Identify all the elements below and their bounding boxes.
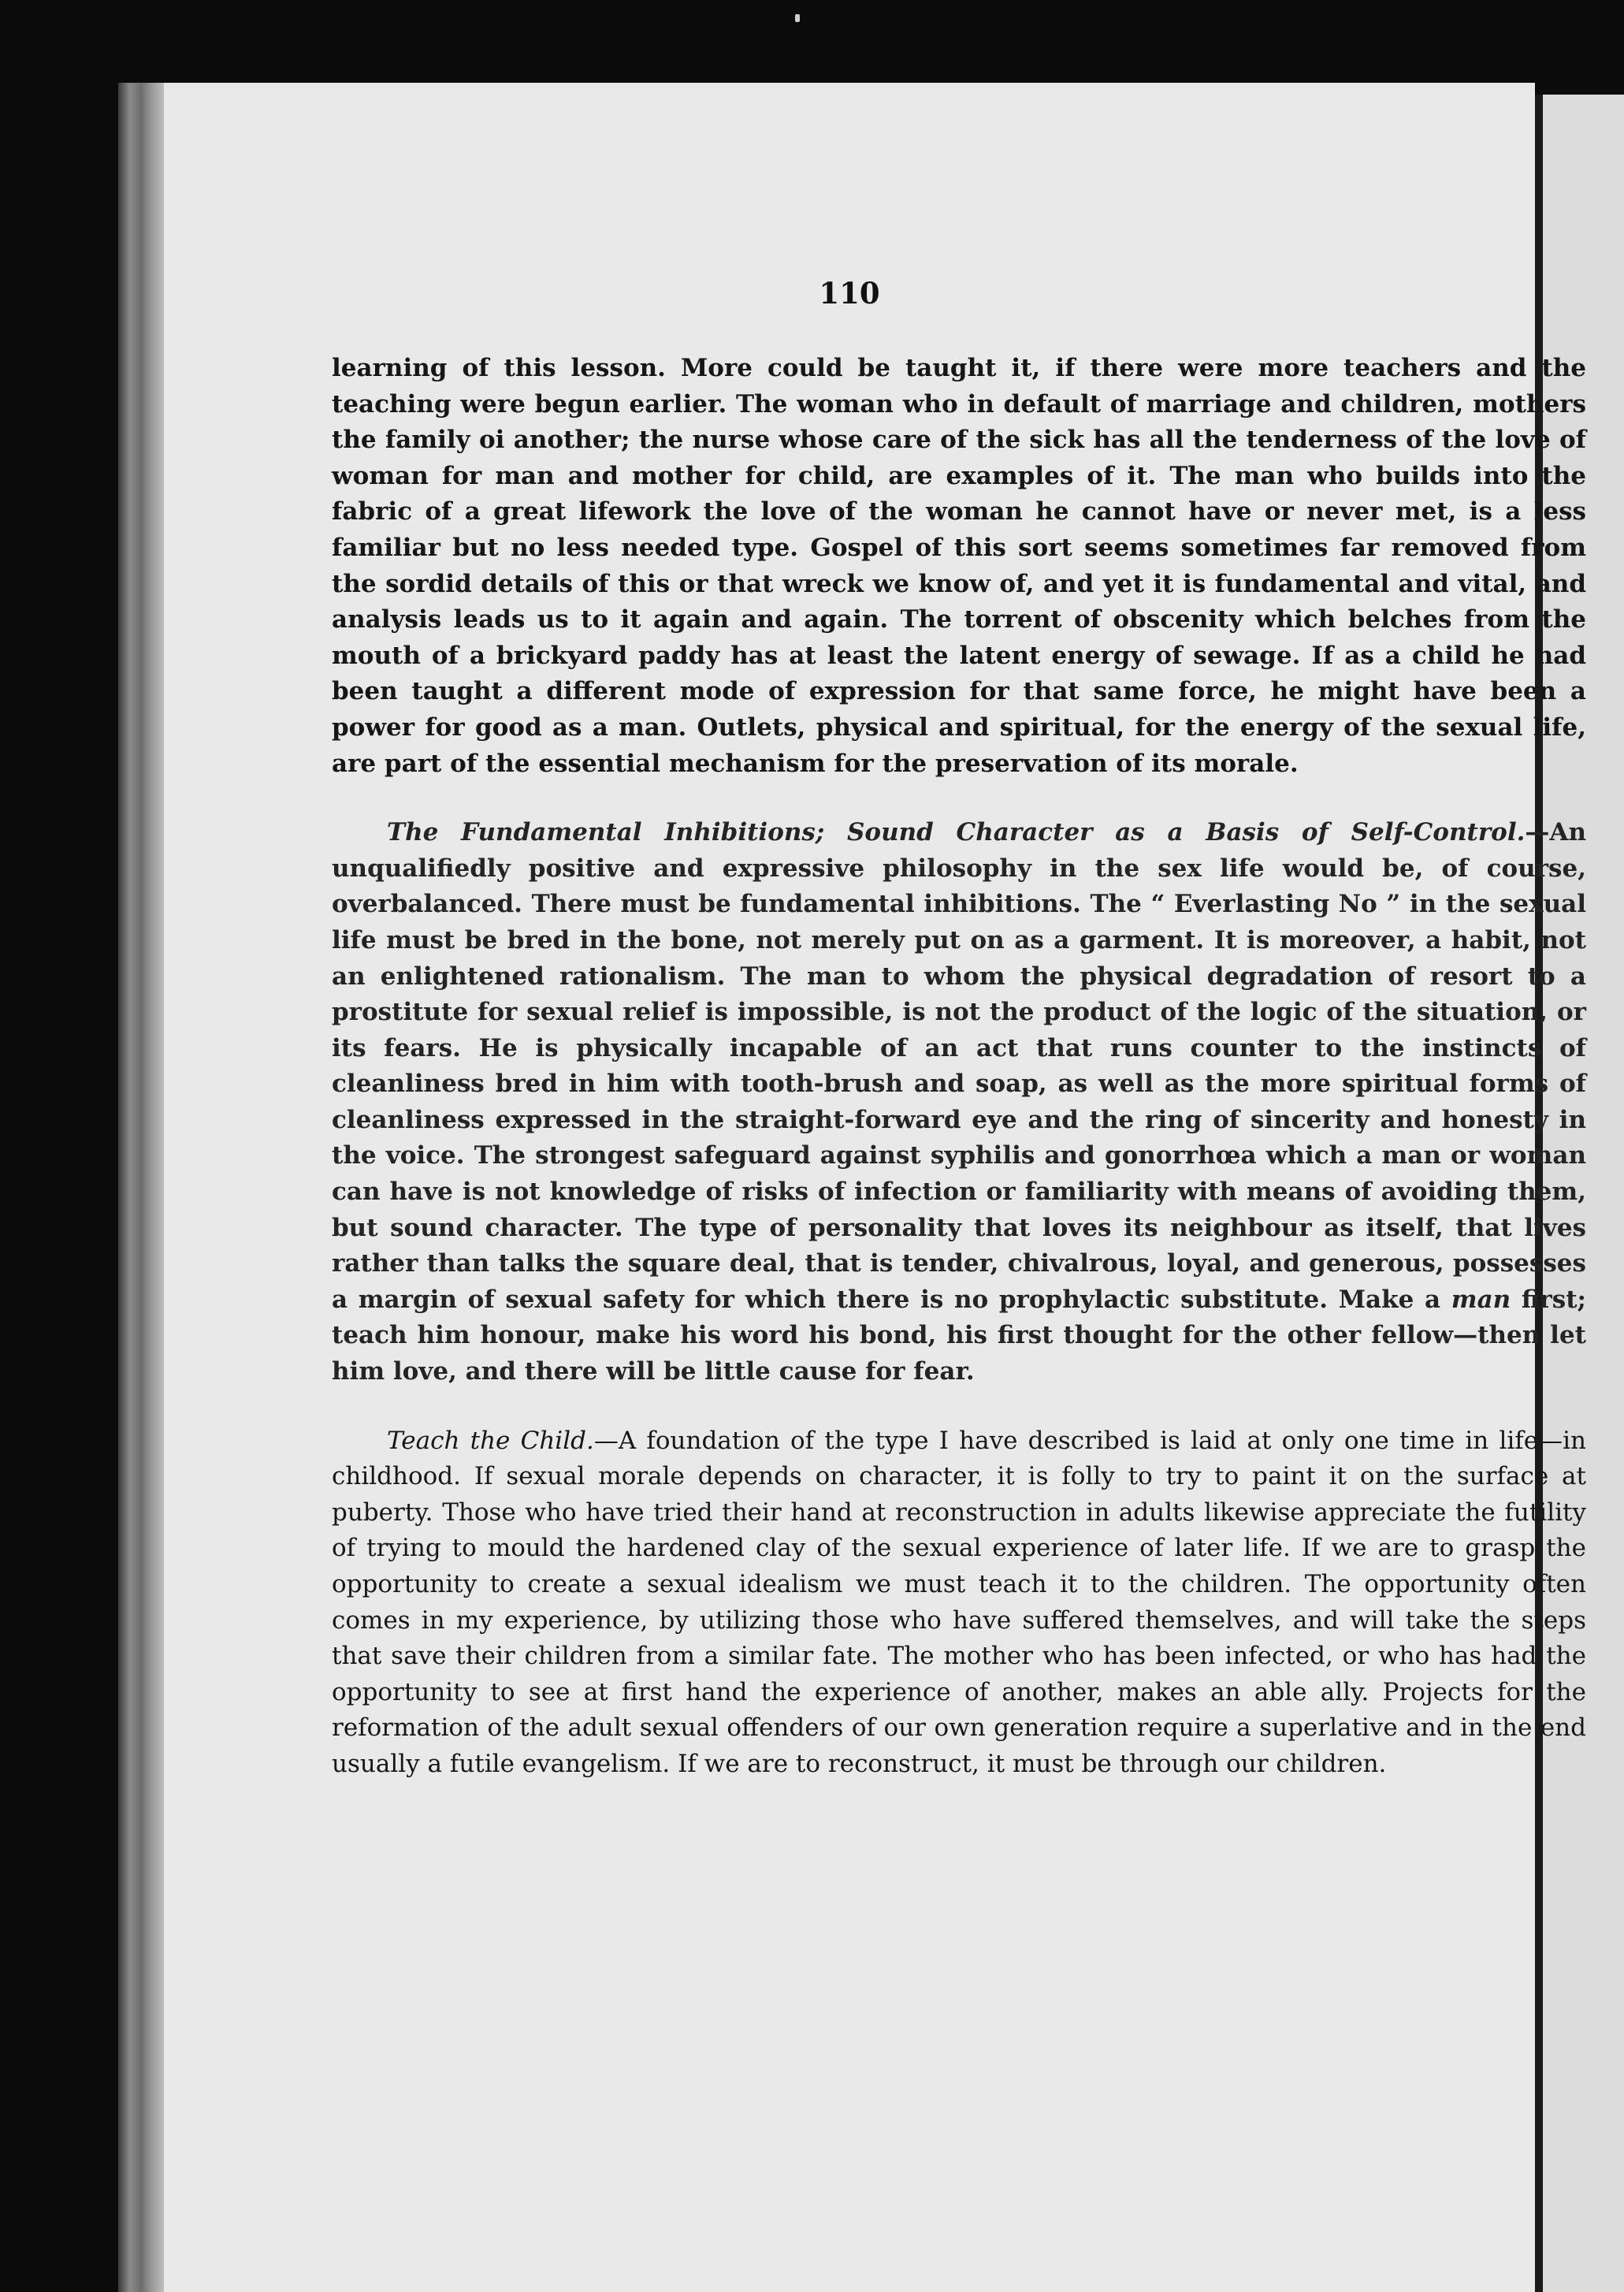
paragraph-3 [332,1423,1586,1783]
paragraph-3-text: —A foundation of the type I have described is laid at only one time in life—in childhood. If sexual morale depends on character, it is folly to try to paint it on the surface at puberty. Those who have tried their hand at reconstruction in adults likewise appreciate the futility of trying to mould the hardened clay of the sexual experience of later life. If we are to grasp the opportunity to create a sexual idealism we must teach it to the children. The opportunity often comes in my experience, by utilizing those who have suffered themselves, and will take the steps that save their children from a similar fate. The mother who has been infected, or who has had the opportunity to see at first hand the experience of another, makes an able ally. Projects for the reformation of the adult sexual offenders of our own generation require a superlative and in the end usually a futile evangelism. If we are to reconstruct, it must be through our children. [332,1426,1586,1778]
paragraph-1-text: learning of this lesson. More could be taught it, if there were more teachers and the teaching were begun earlier. The woman who in default of marriage and children, mothers the family oi another; the nurse whose care of the sick has all the tenderness of the love of woman for man and mother for child, are examples of it. The man who builds into the fabric of a great lifework the love of the woman he cannot have or never met, is a less familiar but no less needed type. Gospel of this sort seems sometimes far removed from the sordid details of this or that wreck we know of, and yet it is fundamental and vital, and analysis leads us to it again and again. The torrent of obscenity which belches from the mouth of a brickyard paddy has at least the latent energy of sewage. If as a child he had been taught a different mode of expression for that same force, he might have been a power for good as a man. Outlets, physical and spiritual, for the energy of the sexual life, are part of the essential mechanism for the preservation of its morale. [332,354,1586,778]
emphasis-man: man [1451,1285,1511,1314]
paragraph-2-text-after: first; teach him honour, make his word his bond, his first thought for the other fellow—then let him love, and there will be little cause for fear. [332,1285,1586,1386]
paragraph-2 [332,815,1586,1390]
book-page [164,83,1586,2292]
section-heading-inhibitions: The Fundamental Inhibitions; Sound Character as a Basis of Self-Control. [387,818,1526,847]
paragraph-2-text: —An unqualifiedly positive and expressive philosophy in the sex life would be, of course, overbalanced. There must be fundamental inhibitions. The “ Everlasting No ” in the sexual life must be bred in the bone, not merely put on as a garment. It is moreover, a habit, not an enlightened rationalism. The man to whom the physical degradation of resort to a prostitute for sexual relief is impossible, is not the product of the logic of the situation, or its fears. He is physically incapable of an act that runs counter to the instincts of cleanliness bred in him with tooth-brush and soap, as well as the more spiritual forms of cleanliness expressed in the straight-forward eye and the ring of sincerity and honesty in the voice. The strongest safeguard against syphilis and gonorrhœa which a man or woman can have is not knowledge of risks of infection or familiarity with means of avoiding them, but sound character. The type of personality that loves its neighbour as itself, that lives rather than talks the square deal, that is tender, chivalrous, loyal, and generous, possesses a margin of sexual safety for which there is no prophylactic substitute. Make a [332,818,1586,1314]
section-heading-teach-child: Teach the Child. [387,1426,594,1455]
page-body [332,351,1586,1783]
paragraph-1 [332,351,1586,782]
book-spine [118,83,164,2292]
page-number: 110 [819,276,880,311]
top-speck [795,14,800,22]
